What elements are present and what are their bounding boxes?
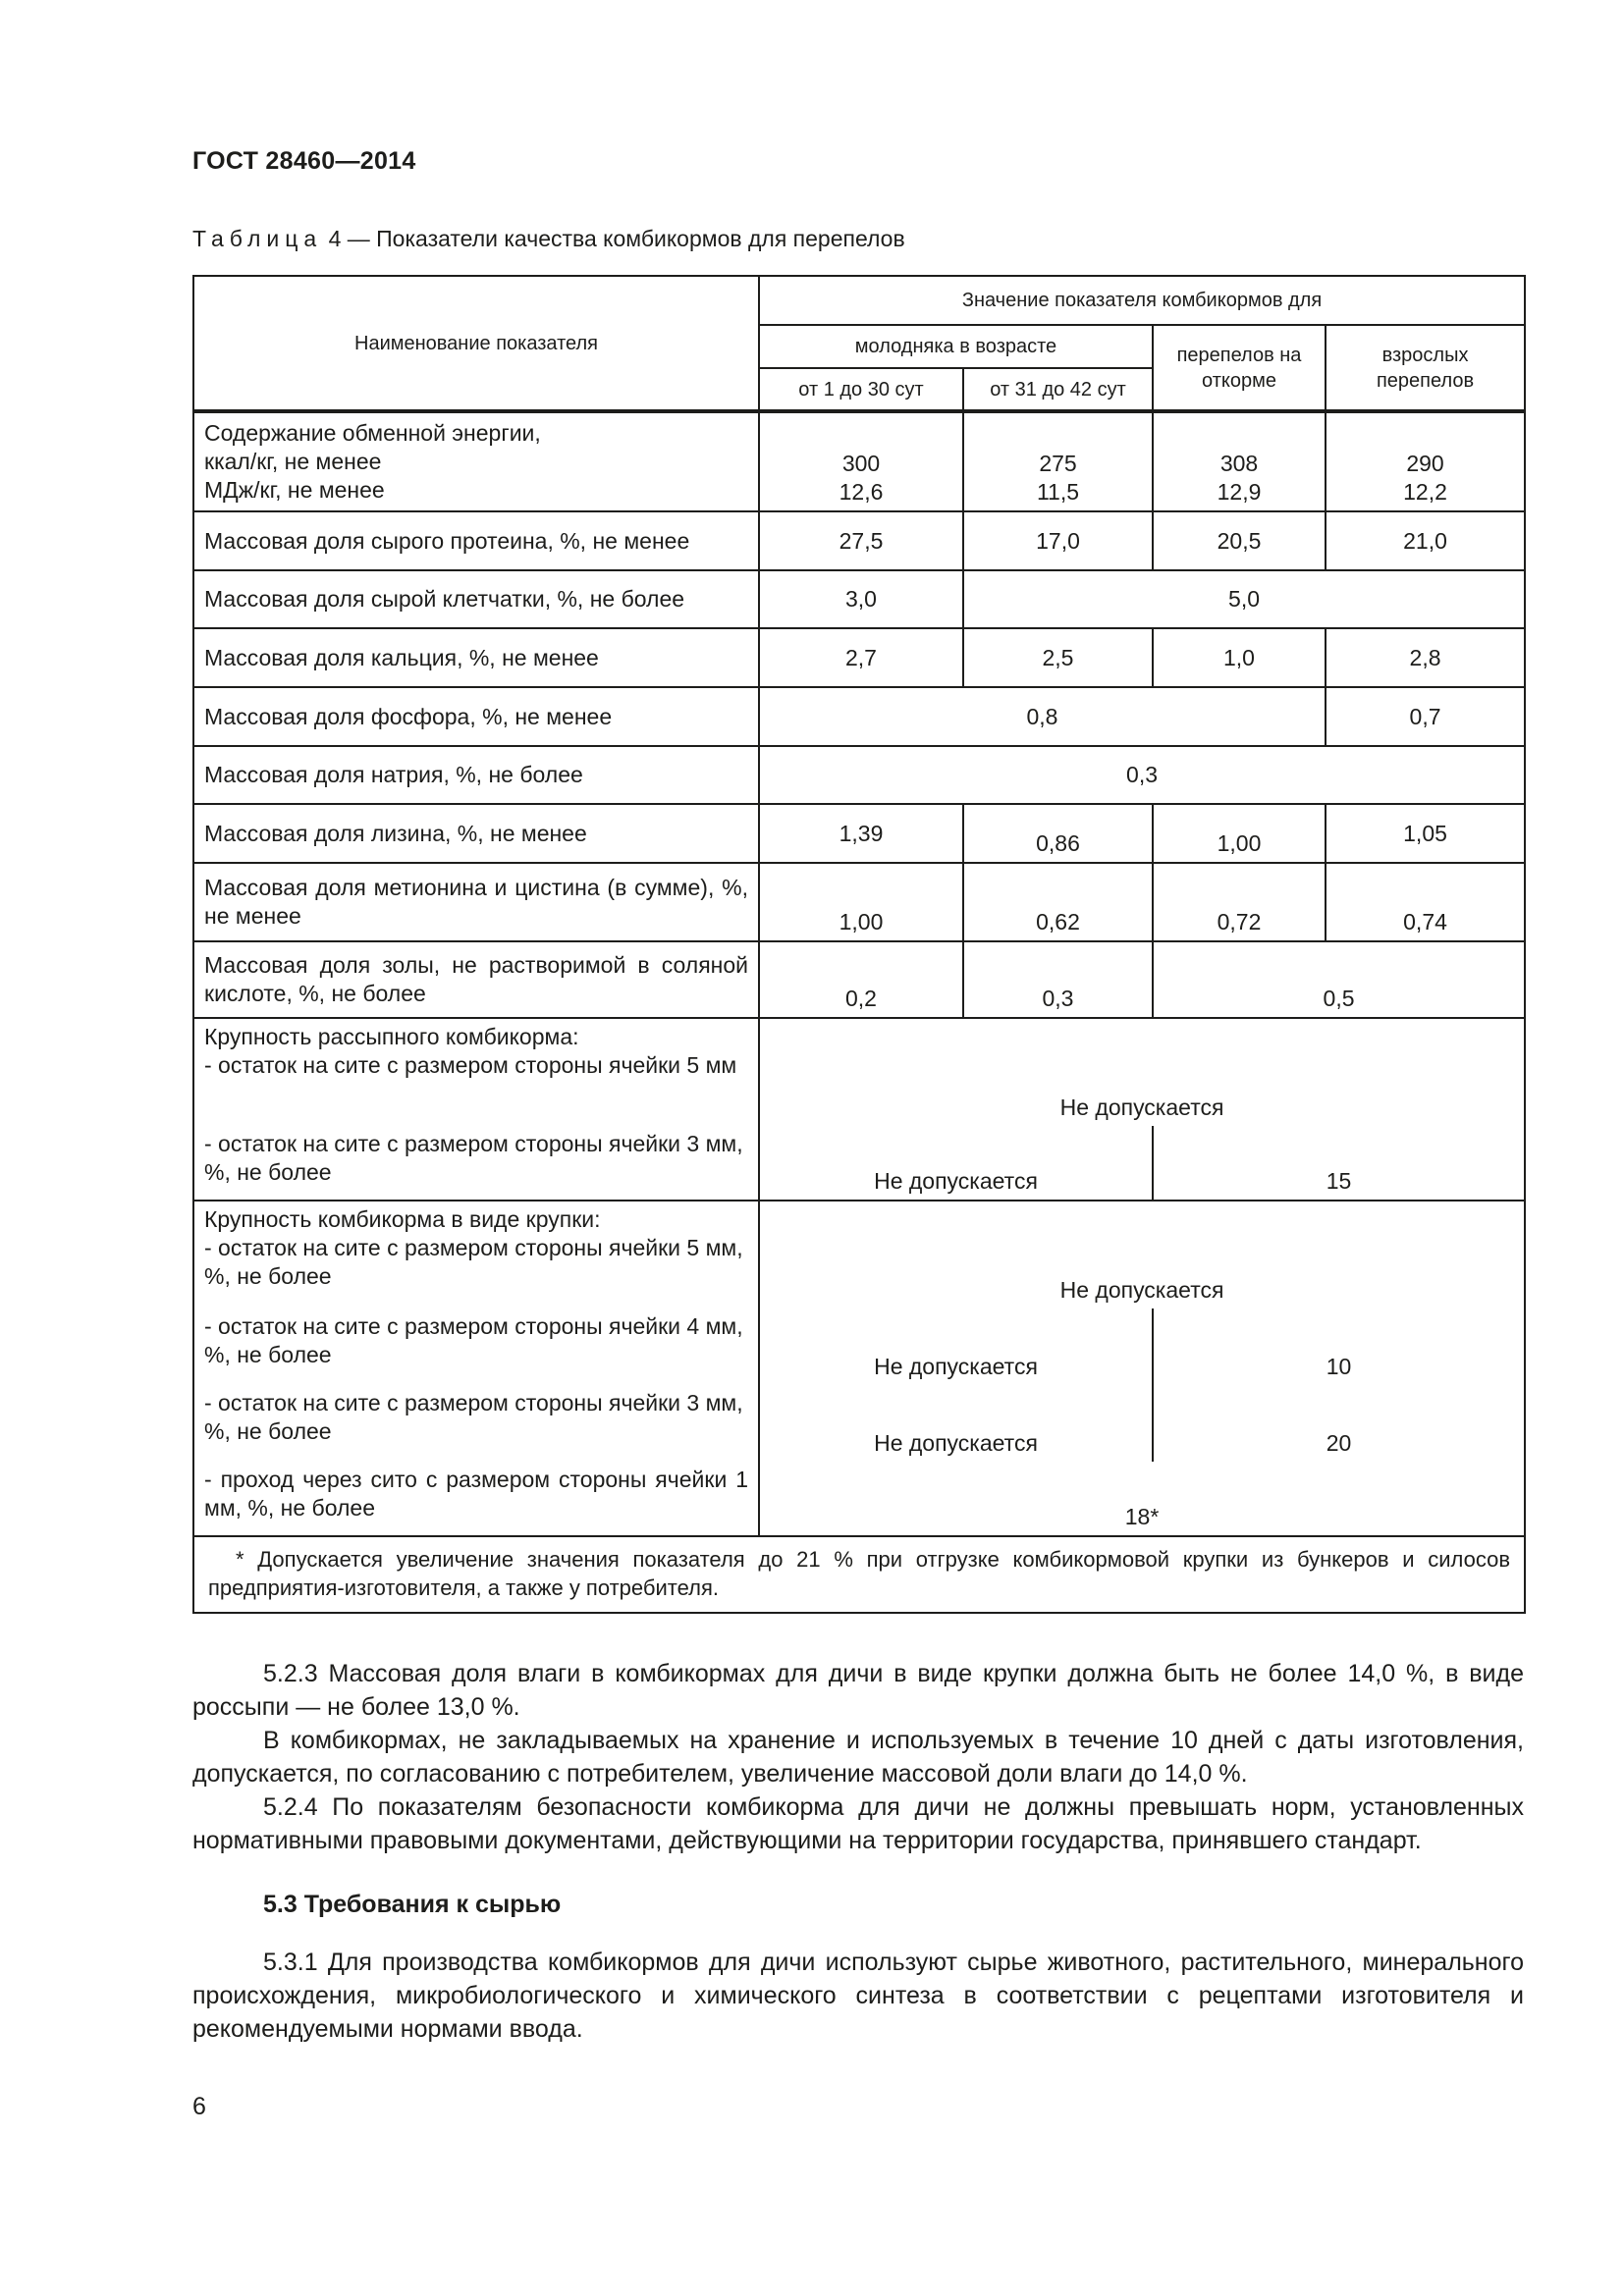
lysine-value: 1,05 — [1326, 804, 1525, 863]
energy-value — [759, 411, 963, 511]
crumb-1mm-value: 18* — [759, 1462, 1525, 1536]
row-name-crumb-4mm: - остаток на сите с размером стороны ячейки 4 мм, %, не более — [193, 1308, 759, 1385]
crumb-title: Крупность комбикорма в виде крупки: — [204, 1206, 601, 1232]
quality-table — [192, 275, 1526, 1614]
loose-3mm-value: 15 — [1153, 1126, 1525, 1201]
methionine-value: 0,74 — [1326, 863, 1525, 941]
lysine-value: 1,00 — [1153, 804, 1326, 863]
header-age-31-42: от 31 до 42 сут — [963, 368, 1153, 411]
row-name-crumb-1mm: - проход через сито с размером стороны ячейки 1 мм, %, не более — [193, 1462, 759, 1536]
header-indicator-name: Наименование показателя — [193, 276, 759, 411]
crumb-4mm-value: 10 — [1153, 1308, 1525, 1385]
row-name-calcium: Массовая доля кальция, %, не менее — [193, 628, 759, 687]
energy-kcal-value: 275 — [1039, 451, 1077, 476]
paragraph-5-2-4: 5.2.4 По показателям безопасности комбикорма для дичи не должны превышать норм, установленных нормативными правовыми документами, действующими на территории государства, принявшего стандарт. — [192, 1793, 1524, 1854]
table-row — [193, 1308, 1525, 1385]
energy-kcal-value: 300 — [841, 451, 881, 476]
energy-mj-value: 11,5 — [1036, 479, 1080, 505]
energy-mj-value: 12,9 — [1217, 479, 1262, 505]
crumb-4mm-value: Не допускается — [759, 1308, 1153, 1385]
paragraph-5-2-3: 5.2.3 Массовая доля влаги в комбикормах для дичи в виде крупки должна быть не более 14,0 %, в виде россыпи — не более 13,0 %. — [192, 1660, 1524, 1721]
document-header: ГОСТ 28460—2014 — [192, 147, 416, 175]
fiber-value: 5,0 — [963, 570, 1525, 628]
header-young: молодняка в возрасте — [759, 325, 1153, 368]
body-text — [192, 1657, 1524, 1857]
table-row — [193, 628, 1525, 687]
table-row — [193, 511, 1525, 570]
energy-name-line: МДж/кг, не менее — [204, 477, 385, 503]
energy-mj-value: 12,6 — [839, 479, 884, 505]
table-caption-title: 4 — Показатели качества комбикормов для перепелов — [328, 226, 905, 251]
row-name-loose-3mm: - остаток на сите с размером стороны ячейки 3 мм, %, не более — [193, 1126, 759, 1201]
ash-value: 0,3 — [963, 941, 1153, 1018]
table-row — [193, 1462, 1525, 1536]
table-footnote: * Допускается увеличение значения показателя до 21 % при отгрузке комбикормовой крупки из бункеров и силосов предприятия-изготовителя, а также у потребителя. — [193, 1536, 1525, 1613]
row-name-loose-size — [193, 1018, 759, 1126]
table-row — [193, 1536, 1525, 1613]
body-text-5-3 — [192, 1946, 1524, 2046]
row-name-lysine: Массовая доля лизина, %, не менее — [193, 804, 759, 863]
energy-value — [963, 411, 1153, 511]
header-adult: взрослых перепелов — [1326, 325, 1525, 411]
sodium-value: 0,3 — [759, 746, 1525, 804]
calcium-value: 2,8 — [1326, 628, 1525, 687]
paragraph-5-3-1: 5.3.1 Для производства комбикормов для дичи используют сырье животного, растительного, минерального происхождения, микробиологического и химического синтеза в соответствии с рецептами изготовителя и рекомендуемыми нормами ввода. — [192, 1949, 1524, 2043]
lysine-value: 0,86 — [963, 804, 1153, 863]
row-name-protein: Массовая доля сырого протеина, %, не менее — [193, 511, 759, 570]
table-row — [193, 804, 1525, 863]
energy-kcal-value: 290 — [1406, 451, 1444, 476]
row-name-energy — [193, 411, 759, 511]
table-caption-prefix: Таблица — [192, 226, 323, 251]
table-row — [193, 1201, 1525, 1308]
calcium-value: 2,5 — [963, 628, 1153, 687]
loose-5mm-value: Не допускается — [759, 1018, 1525, 1126]
protein-value: 17,0 — [963, 511, 1153, 570]
calcium-value: 2,7 — [759, 628, 963, 687]
section-heading-5-3: 5.3 Требования к сырью — [263, 1891, 562, 1918]
row-name-methionine: Массовая доля метионина и цистина (в сумме), %, не менее — [193, 863, 759, 941]
table-row — [193, 1385, 1525, 1462]
protein-value: 27,5 — [759, 511, 963, 570]
protein-value: 21,0 — [1326, 511, 1525, 570]
paragraph-moisture: В комбикормах, не закладываемых на хранение и используемых в течение 10 дней с даты изготовления, допускается, по согласованию с потребителем, увеличение массовой доли влаги до 14,0 %. — [192, 1727, 1524, 1788]
calcium-value: 1,0 — [1153, 628, 1326, 687]
loose-title: Крупность рассыпного комбикорма: — [204, 1024, 579, 1049]
header-value-group: Значение показателя комбикормов для — [759, 276, 1525, 325]
table-row — [193, 941, 1525, 1018]
loose-sieve-5mm: - остаток на сите с размером стороны ячейки 5 мм — [204, 1052, 737, 1078]
table-row — [193, 1018, 1525, 1126]
table-row — [193, 687, 1525, 746]
header-row — [193, 276, 1525, 325]
header-fattening: перепелов на откорме — [1153, 325, 1326, 411]
lysine-value: 1,39 — [759, 804, 963, 863]
ash-value: 0,2 — [759, 941, 963, 1018]
energy-mj-value: 12,2 — [1403, 479, 1447, 505]
row-name-crumb-3mm: - остаток на сите с размером стороны ячейки 3 мм, %, не более — [193, 1385, 759, 1462]
fiber-value: 3,0 — [759, 570, 963, 628]
phosphorus-value: 0,7 — [1326, 687, 1525, 746]
phosphorus-value: 0,8 — [759, 687, 1326, 746]
ash-value: 0,5 — [1153, 941, 1525, 1018]
methionine-value: 0,72 — [1153, 863, 1326, 941]
protein-value: 20,5 — [1153, 511, 1326, 570]
energy-name-line: ккал/кг, не менее — [204, 449, 382, 474]
row-name-fiber: Массовая доля сырой клетчатки, %, не более — [193, 570, 759, 628]
header-age-1-30: от 1 до 30 сут — [759, 368, 963, 411]
energy-value — [1153, 411, 1326, 511]
table-row — [193, 863, 1525, 941]
crumb-3mm-value: 20 — [1153, 1385, 1525, 1462]
table-caption — [192, 226, 905, 252]
table-row — [193, 746, 1525, 804]
methionine-value: 1,00 — [759, 863, 963, 941]
page-number: 6 — [192, 2093, 206, 2120]
row-name-crumb-size — [193, 1201, 759, 1308]
loose-3mm-value: Не допускается — [759, 1126, 1153, 1201]
table-row — [193, 1126, 1525, 1201]
table-row — [193, 570, 1525, 628]
row-name-ash: Массовая доля золы, не растворимой в соляной кислоте, %, не более — [193, 941, 759, 1018]
energy-value — [1326, 411, 1525, 511]
row-name-sodium: Массовая доля натрия, %, не более — [193, 746, 759, 804]
energy-name-line: Содержание обменной энергии, — [204, 420, 541, 446]
crumb-sieve-5mm: - остаток на сите с размером стороны ячейки 5 мм, %, не более — [204, 1235, 743, 1289]
table-row — [193, 411, 1525, 511]
crumb-5mm-value: Не допускается — [759, 1201, 1525, 1308]
row-name-phosphorus: Массовая доля фосфора, %, не менее — [193, 687, 759, 746]
energy-kcal-value: 308 — [1219, 451, 1259, 476]
crumb-3mm-value: Не допускается — [759, 1385, 1153, 1462]
methionine-value: 0,62 — [963, 863, 1153, 941]
